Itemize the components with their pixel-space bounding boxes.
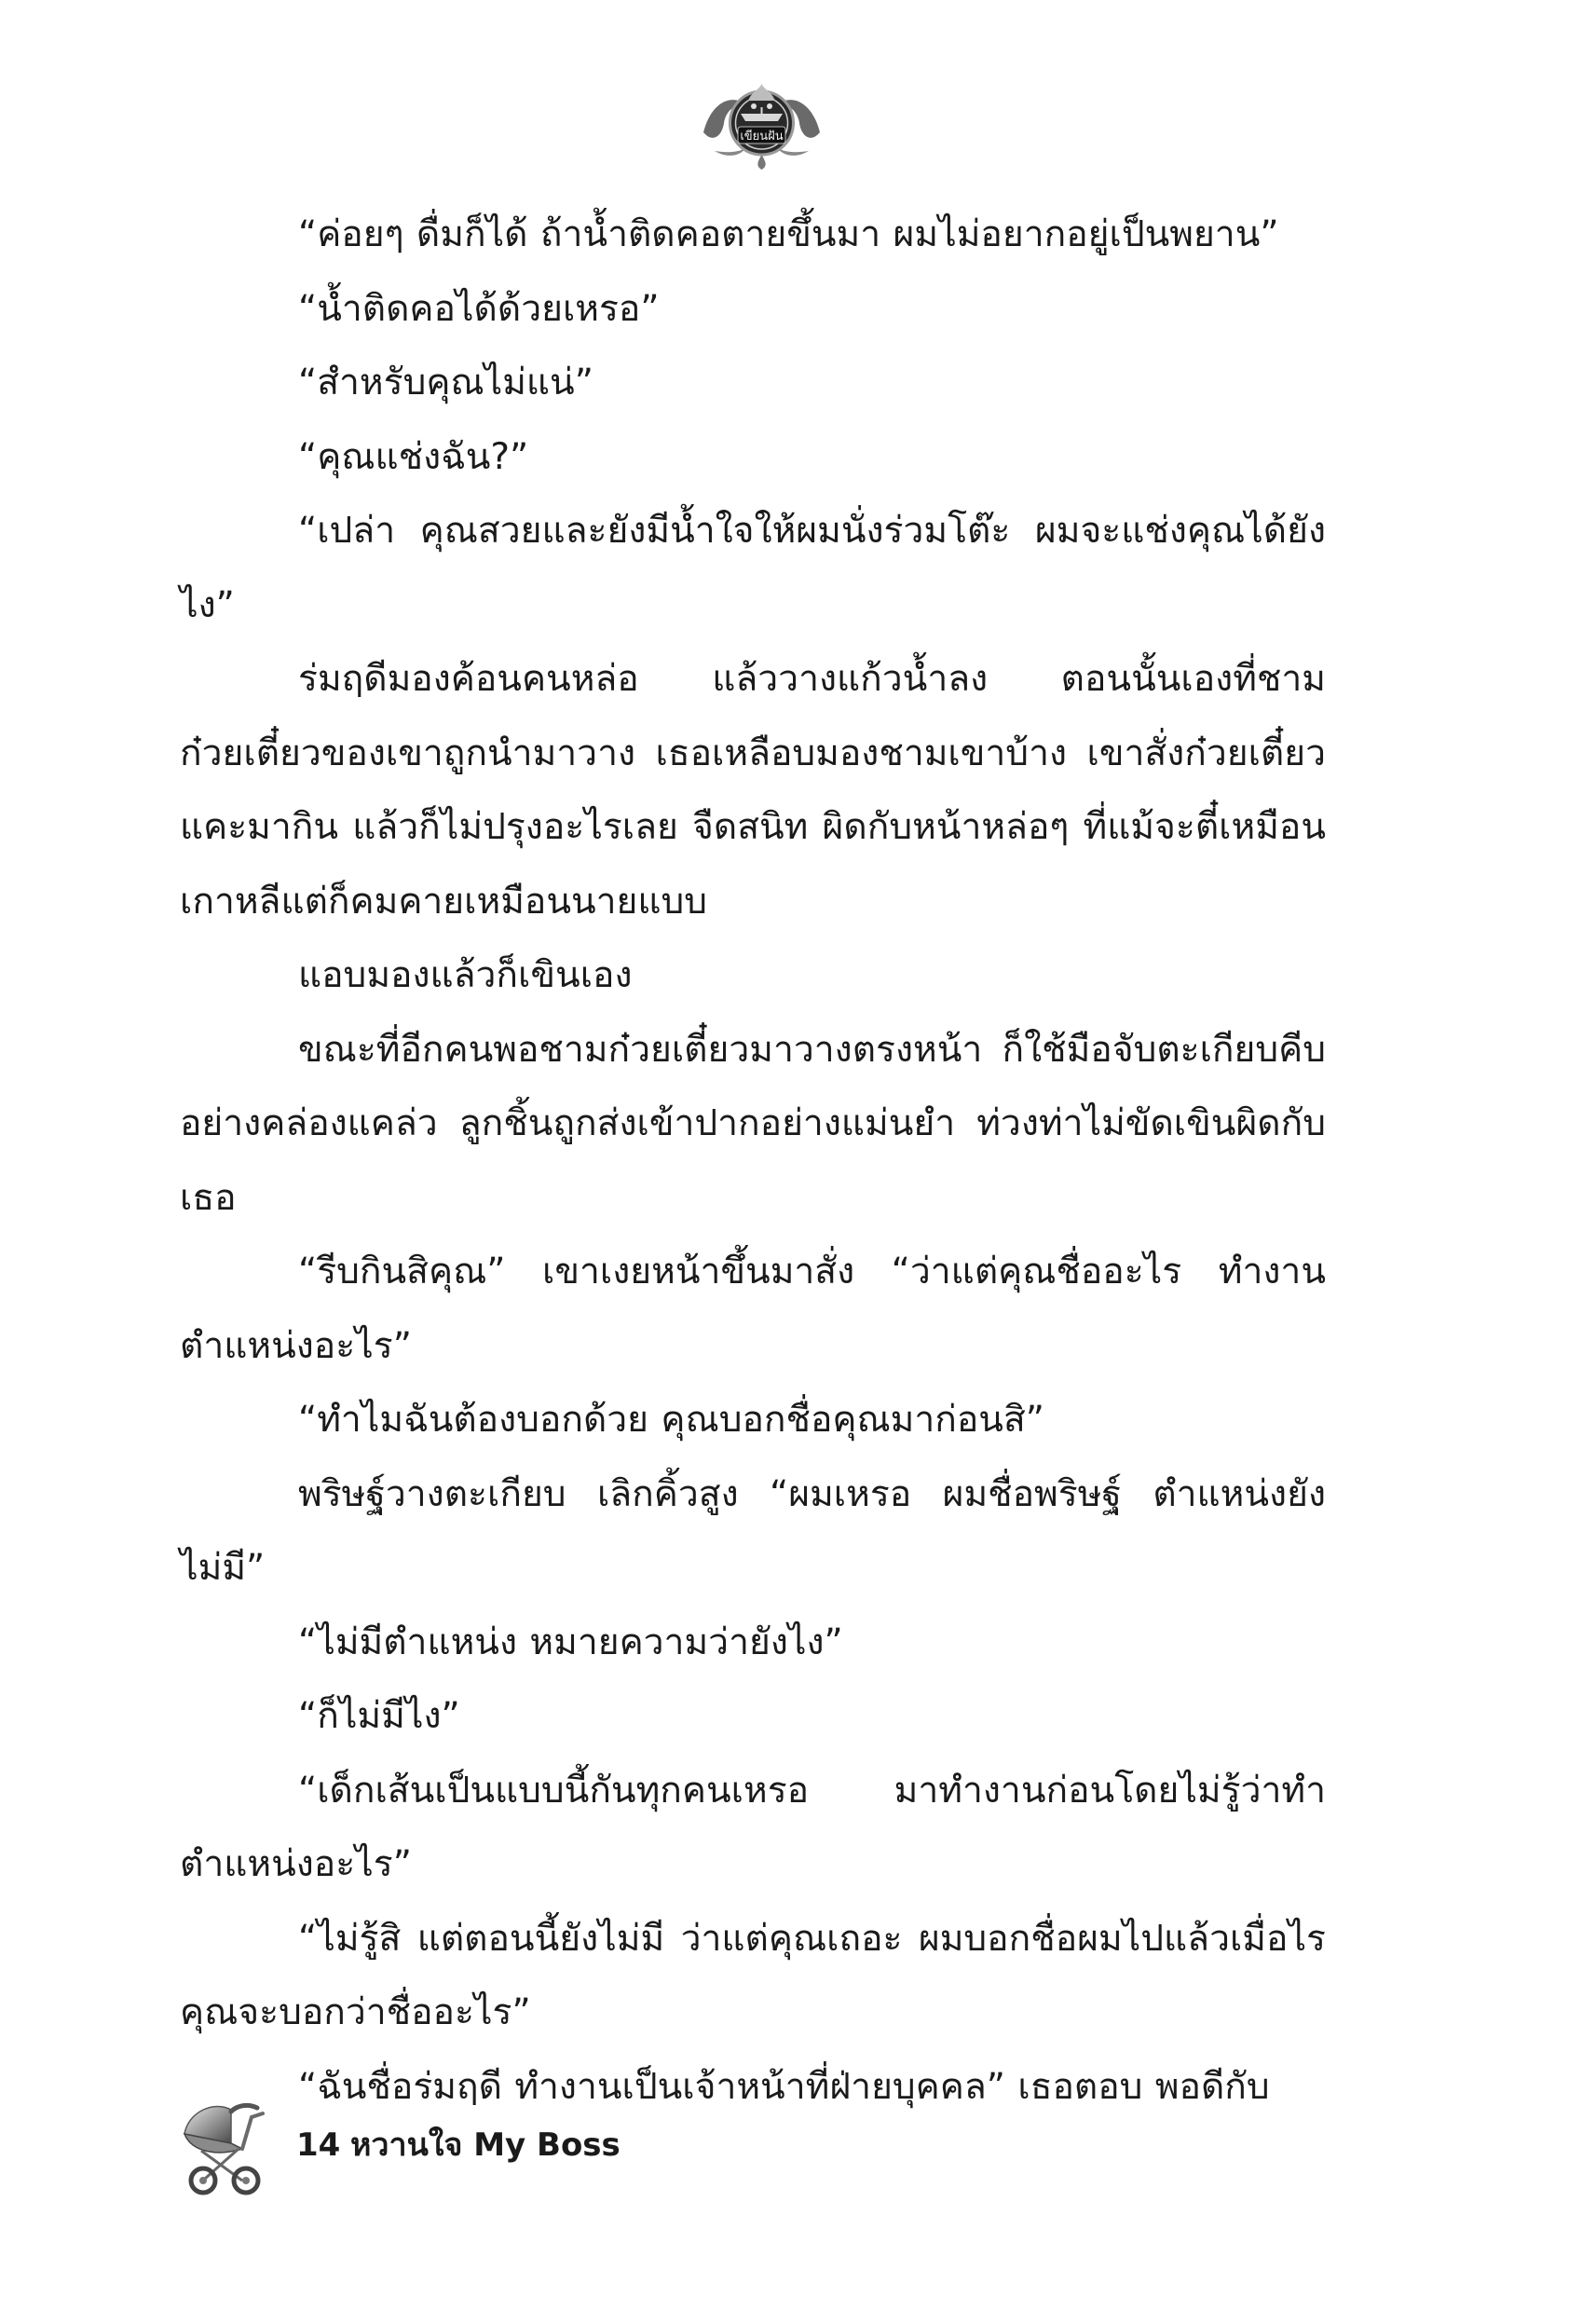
body-text (180, 198, 1326, 2124)
paragraph: “สำหรับคุณไม่แน่” (298, 362, 593, 403)
paragraph: “ฉันชื่อร่มฤดี ทำงานเป็นเจ้าหน้าที่ฝ่ายบุคคล” เธอตอบ พอดีกับ (298, 2065, 1270, 2108)
paragraph: ร่มฤดีมองค้อนคนหล่อ แล้ววางแก้วน้ำลง ตอนนั้นเองที่ชามก๋วยเตี๋ยวของเขาถูกนำมาวาง เธอเหลือบมองชามเขาบ้าง เขาสั่งก๋วยเตี๋ยวแคะมากิน แล้วก็ไม่ปรุงอะไรเลย จืดสนิท ผิดกับหน้าหล่อๆ ที่แม้จะตี๋เหมือนเกาหลีแต่ก็คมคายเหมือนนายแบบ (180, 658, 1326, 923)
paragraph: “เปล่า คุณสวยและยังมีน้ำใจให้ผมนั่งร่วมโต๊ะ ผมจะแช่งคุณได้ยังไง” (180, 510, 1326, 626)
page-number: 14 (296, 2126, 341, 2164)
paragraph: แอบมองแล้วก็เขินเอง (298, 954, 633, 996)
paragraph: “ไม่รู้สิ แต่ตอนนี้ยังไม่มี ว่าแต่คุณเถอะ ผมบอกชื่อผมไปแล้วเมื่อไรคุณจะบอกว่าชื่ออะไร” (180, 1917, 1326, 2033)
book-title: หวานใจ My Boss (350, 2126, 621, 2164)
paragraph: “ก็ไม่มีไง” (298, 1695, 460, 1737)
paragraph: พริษฐ์วางตะเกียบ เลิกคิ้วสูง “ผมเหรอ ผมชื่อพริษฐ์ ตำแหน่งยังไม่มี” (180, 1472, 1326, 1589)
paragraph: “เด็กเส้นเป็นแบบนี้กันทุกคนเหรอ มาทำงานก่อนโดยไม่รู้ว่าทำตำแหน่งอะไร” (180, 1769, 1326, 1885)
page-footer (177, 2095, 829, 2197)
baby-stroller-icon (177, 2095, 280, 2197)
paragraph: “ทำไมฉันต้องบอกด้วย คุณบอกชื่อคุณมาก่อนสิ” (298, 1399, 1044, 1441)
paragraph: “ไม่มีตำแหน่ง หมายความว่ายังไง” (298, 1620, 843, 1663)
paragraph: “น้ำติดคอได้ด้วยเหรอ” (298, 287, 660, 330)
header-logo (694, 65, 829, 172)
paragraph: ขณะที่อีกคนพอชามก๋วยเตี๋ยวมาวางตรงหน้า ก็ใช้มือจับตะเกียบคีบอย่างคล่องแคล่ว ลูกชิ้นถูกส่งเข้าปากอย่างแม่นยำ ท่วงท่าไม่ขัดเขินผิดกับเธอ (180, 1028, 1326, 1219)
logo-text: เขียนฝัน (740, 130, 784, 144)
ornamental-seal-icon (694, 65, 829, 172)
paragraph: “คุณแช่งฉัน?” (298, 435, 529, 478)
paragraph: “รีบกินสิคุณ” เขาเงยหน้าขึ้นมาสั่ง “ว่าแต่คุณชื่ออะไร ทำงานตำแหน่งอะไร” (180, 1251, 1326, 1367)
paragraph: “ค่อยๆ ดื่มก็ได้ ถ้าน้ำติดคอตายขึ้นมา ผมไม่อยากอยู่เป็นพยาน” (298, 213, 1279, 255)
